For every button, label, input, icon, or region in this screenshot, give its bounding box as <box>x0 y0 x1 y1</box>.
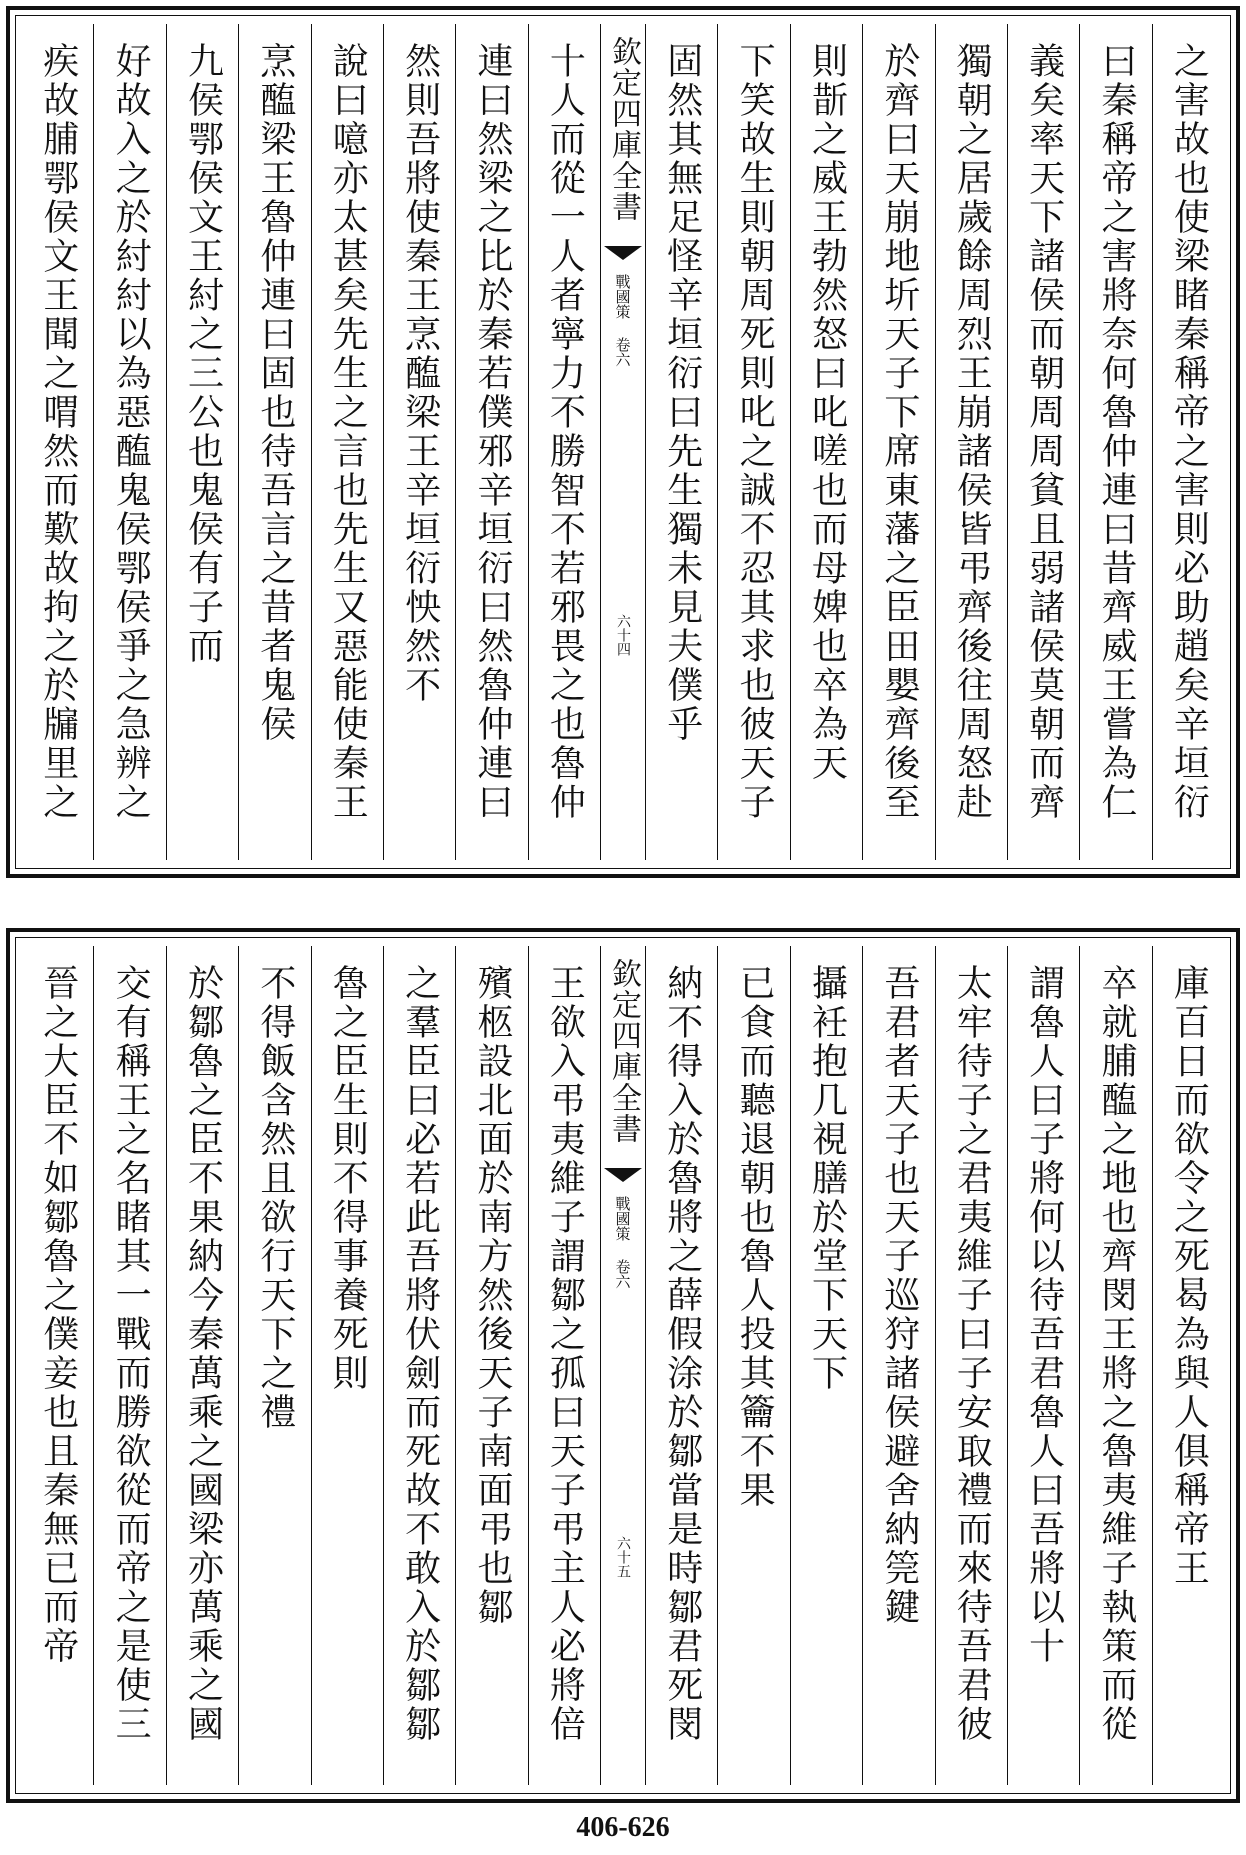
spine-subtitle: 戰國策 卷六 <box>613 274 632 367</box>
text-column: 疾故脯鄂侯文王聞之喟然而歎故拘之於牖里之 <box>37 42 79 822</box>
bottom-page <box>6 928 1240 1803</box>
text-column: 攝衽抱几視膳於堂下天下 <box>790 946 862 1785</box>
fishtail-mark <box>604 1168 642 1182</box>
text-column: 魯之臣生則不得事養死則 <box>311 946 383 1785</box>
text-column: 好故入之於紂紂以為惡醢鬼侯鄂侯爭之急辨之 <box>93 24 165 860</box>
spine-page-number: 六十四 <box>615 614 631 656</box>
text-column: 九侯鄂侯文王紂之三公也鬼侯有子而 <box>166 24 238 860</box>
text-column: 殯柩設北面於南方然後天子南面弔也鄒 <box>455 946 527 1785</box>
text-column: 於齊曰天崩地圻天子下席東藩之臣田嬰齊後至 <box>862 24 934 860</box>
text-column: 下笑故生則朝周死則叱之誠不忍其求也彼天子 <box>717 24 789 860</box>
top-page <box>6 6 1240 878</box>
text-column: 晉之大臣不如鄒魯之僕妾也且秦無已而帝 <box>37 964 79 1666</box>
text-column: 烹醢梁王魯仲連曰固也待吾言之昔者鬼侯 <box>238 24 310 860</box>
text-column: 不得飯含然且欲行天下之禮 <box>238 946 310 1785</box>
text-column: 固然其無足怪辛垣衍曰先生獨未見夫僕乎 <box>645 24 717 860</box>
spine-page-number: 六十五 <box>615 1536 631 1578</box>
text-column: 交有稱王之名睹其一戰而勝欲從而帝之是使三 <box>93 946 165 1785</box>
text-column: 連曰然梁之比於秦若僕邪辛垣衍曰然魯仲連曰 <box>455 24 527 860</box>
text-column: 於鄒魯之臣不果納今秦萬乘之國梁亦萬乘之國 <box>166 946 238 1785</box>
page-spine <box>600 946 645 1785</box>
catalog-number: 406-626 <box>576 1812 670 1843</box>
text-column: 庫百日而欲令之死曷為與人俱稱帝王 <box>1152 946 1224 1785</box>
page-spine <box>600 24 645 860</box>
spine-title: 欽定四庫全書 <box>606 958 641 1144</box>
text-column: 然則吾將使秦王烹醢梁王辛垣衍怏然不 <box>383 24 455 860</box>
spine-title: 欽定四庫全書 <box>606 36 641 222</box>
text-column: 之羣臣曰必若此吾將伏劍而死故不敢入於鄒鄒 <box>383 946 455 1785</box>
text-column: 謂魯人曰子將何以待吾君魯人曰吾將以十 <box>1007 946 1079 1785</box>
bottom-page-columns <box>22 946 1224 1785</box>
text-column: 曰秦稱帝之害將奈何魯仲連曰昔齊威王嘗為仁 <box>1079 24 1151 860</box>
text-column: 王欲入弔夷維子謂鄒之孤曰天子弔主人必將倍 <box>528 946 600 1785</box>
text-column: 則斮之威王勃然怒曰叱嗟也而母婢也卒為天 <box>790 24 862 860</box>
text-column: 說曰噫亦太甚矣先生之言也先生又惡能使秦王 <box>311 24 383 860</box>
text-column: 之害故也使梁睹秦稱帝之害則必助趙矣辛垣衍 <box>1152 24 1224 860</box>
text-column: 獨朝之居歲餘周烈王崩諸侯皆弔齊後往周怒赴 <box>935 24 1007 860</box>
text-column: 太牢待子之君夷維子曰子安取禮而來待吾君彼 <box>935 946 1007 1785</box>
text-column: 十人而從一人者寧力不勝智不若邪畏之也魯仲 <box>528 24 600 860</box>
text-column: 納不得入於魯將之薛假涂於鄒當是時鄒君死閔 <box>645 946 717 1785</box>
text-column: 義矣率天下諸侯而朝周周貧且弱諸侯莫朝而齊 <box>1007 24 1079 860</box>
text-column: 已食而聽退朝也魯人投其籥不果 <box>717 946 789 1785</box>
top-page-columns <box>22 24 1224 860</box>
spine-subtitle: 戰國策 卷六 <box>613 1196 632 1289</box>
text-column: 卒就脯醢之地也齊閔王將之魯夷維子執策而從 <box>1079 946 1151 1785</box>
fishtail-mark <box>604 246 642 260</box>
text-column: 吾君者天子也天子巡狩諸侯避舍納筦鍵 <box>862 946 934 1785</box>
